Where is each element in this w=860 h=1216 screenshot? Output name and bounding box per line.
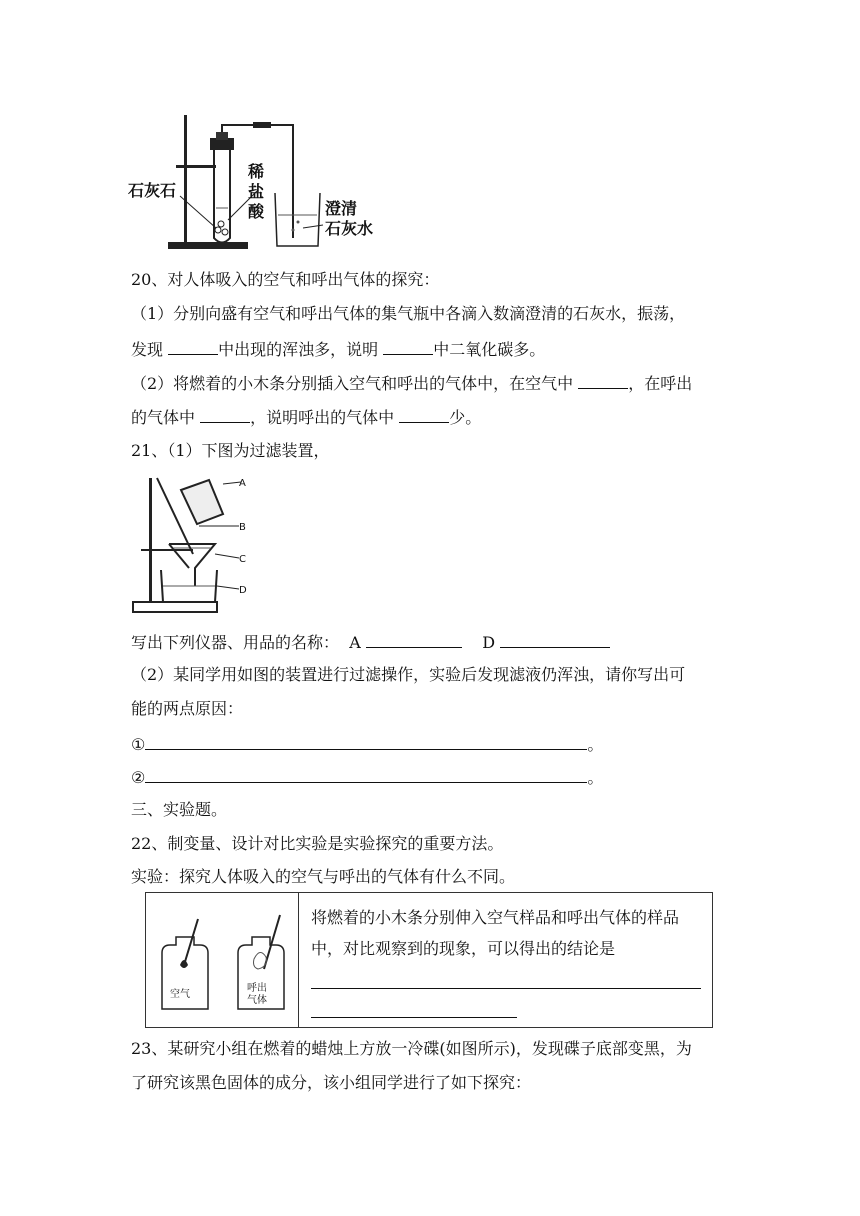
conclusion-blank-2[interactable] <box>311 1017 517 1018</box>
q22-cell-text: 将燃着的小木条分别伸入空气样品和呼出气体的样品中，对比观察到的现象，可以得出的结论是 <box>311 908 680 958</box>
answer-blank[interactable] <box>578 373 628 389</box>
answer-blank[interactable] <box>383 339 433 355</box>
q20-title: 20、对人体吸入的空气和呼出气体的探究： <box>131 270 440 289</box>
fig-label-d: D <box>239 585 247 596</box>
answer-blank-a[interactable] <box>366 632 462 648</box>
filtration-figure <box>131 474 247 616</box>
label-acid-2: 盐 <box>248 182 265 201</box>
q21-label-d: D <box>482 633 496 652</box>
q20-p2-b: ，在呼出 <box>628 374 693 393</box>
q20-p2-line2 <box>131 407 481 428</box>
q20-p2-e: 少。 <box>449 408 482 427</box>
label-acid-1: 稀 <box>248 162 265 181</box>
q20-p2-c: 的气体中 <box>131 408 196 427</box>
fig-label-a: A <box>239 478 246 489</box>
answer-blank[interactable] <box>200 407 250 423</box>
q21-reason2 <box>131 767 603 788</box>
q22-table <box>145 892 713 1028</box>
reason1-mark: ① <box>131 735 146 754</box>
q20-p2-d: ，说明呼出的气体中 <box>250 408 395 427</box>
reason1-blank[interactable] <box>145 734 587 750</box>
q21-title: 21、（1）下图为过滤装置， <box>131 441 330 460</box>
reason2-blank[interactable] <box>145 767 587 783</box>
q21-names-line <box>131 632 610 653</box>
label-limewater-1: 澄清 <box>325 199 358 218</box>
section3-title: 三、实验题。 <box>131 800 228 819</box>
reason2-period: 。 <box>587 768 604 787</box>
q21-reason1 <box>131 734 603 755</box>
reason1-period: 。 <box>587 735 604 754</box>
q20-p1-a: 发现 <box>131 340 164 359</box>
fig-label-c: C <box>239 554 246 565</box>
label-limestone: 石灰石 <box>128 181 177 200</box>
q20-p1-line2 <box>131 339 545 360</box>
q21-p2-line1: （2）某同学用如图的装置进行过滤操作，实验后发现滤液仍浑浊，请你写出可 <box>131 665 686 684</box>
q21-names-prompt: 写出下列仪器、用品的名称： <box>131 633 340 652</box>
q21-label-a: A <box>349 633 361 652</box>
bottle-air-label: 空气 <box>170 989 190 1000</box>
bottle-exhaled-label-2: 气体 <box>247 995 267 1006</box>
label-acid-3: 酸 <box>248 202 265 221</box>
fig-label-b: B <box>239 522 246 533</box>
q20-p1-c: 中二氧化碳多。 <box>433 340 546 359</box>
bottles-figure <box>154 911 292 1015</box>
answer-blank[interactable] <box>168 339 218 355</box>
q23-line1: 23、某研究小组在燃着的蜡烛上方放一冷碟(如图所示)，发现碟子底部变黑，为 <box>131 1039 692 1058</box>
q21-p2-line2: 能的两点原因： <box>131 699 244 718</box>
table-divider <box>298 893 299 1027</box>
label-limewater-2: 石灰水 <box>325 219 374 238</box>
q22-title: 22、制变量、设计对比实验是实验探究的重要方法。 <box>131 834 504 853</box>
reason2-mark: ② <box>131 768 146 787</box>
bottle-exhaled-label-1: 呼出 <box>247 983 267 994</box>
q20-p2-a: （2）将燃着的小木条分别插入空气和呼出的气体中，在空气中 <box>131 374 574 393</box>
answer-blank-d[interactable] <box>500 632 610 648</box>
q22-experiment: 实验：探究人体吸入的空气与呼出的气体有什么不同。 <box>131 867 516 886</box>
answer-blank[interactable] <box>399 407 449 423</box>
q23-line2: 了研究该黑色固体的成分，该小组同学进行了如下探究： <box>131 1073 532 1092</box>
q20-p2-line1 <box>131 373 692 394</box>
conclusion-blank-1[interactable] <box>311 988 701 989</box>
q20-p1-line1: （1）分别向盛有空气和呼出气体的集气瓶中各滴入数滴澄清的石灰水，振荡， <box>131 304 686 323</box>
q20-p1-b: 中出现的浑浊多，说明 <box>218 340 379 359</box>
co2-apparatus-figure <box>128 110 388 255</box>
